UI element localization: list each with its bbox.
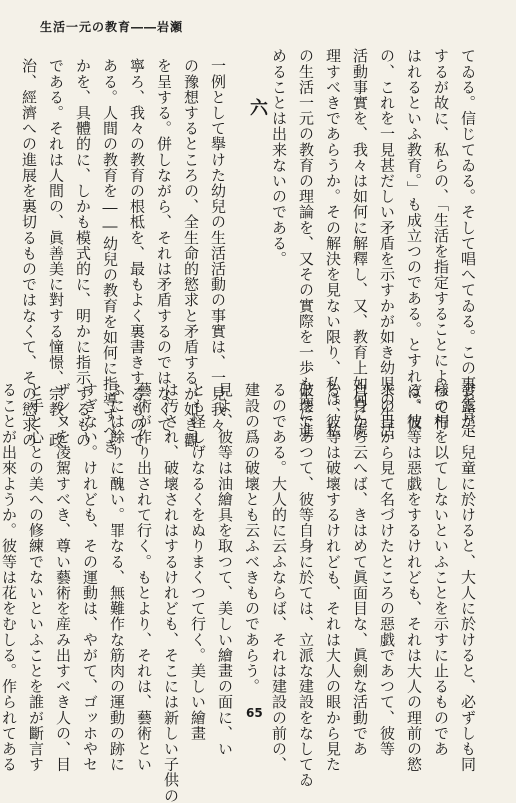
- text-column: はれるといふ教育。」も成立つのである。とすれば、彼: [405, 48, 423, 431]
- text-column: ることが出來ようか。彼等は花をむしる。作られてある: [0, 382, 18, 772]
- page-number: 65: [246, 706, 263, 720]
- text-column: 理すべきであらうか。その解決を見ない限り、私は、私: [324, 48, 342, 438]
- text-column: 自身から云へば、きはめて眞面目な、眞劍な活動であ: [351, 382, 369, 757]
- text-column: 見よ、彼等は油繪具を取つて、美しい繪畫の面に、い: [216, 382, 234, 757]
- text-column: の生活一元の教育の理論を、又その實際を一歩も先に進: [297, 48, 315, 438]
- text-column: 一例として擧けた幼兒の生活活動の事實は、一見我々: [209, 58, 227, 433]
- text-column: かを、具體的に、しかも模式的に、明かに指示するもの: [74, 58, 92, 448]
- text-column: てゐる。信じてゐる。そして唱へてゐる。この事を肯定: [459, 48, 477, 438]
- text-column: ザンヌを凌駕すべき、尊い藝術を産み出すべき人の、目: [54, 382, 72, 772]
- text-column: めることは出来ないのである。: [270, 48, 288, 267]
- text-column: を呈する。併しながら、それは矛盾するのではなくて、: [155, 58, 173, 448]
- text-column: 藝術が作り出されて行く。もとより、それは、藝術とい: [135, 382, 153, 772]
- text-column: とも怪しげなるくをぬりまくつて行く。美しい繪畫: [189, 382, 207, 741]
- text-column: る。彼等は破壞するけれども、それは大人の眼から見た: [324, 382, 342, 772]
- text-column: 破壞であつて、彼等自身に於ては、立派な建設をなしてゐ: [297, 382, 315, 788]
- text-column: は汚され、破壞されはするけれども、そこには新しい子供の: [162, 382, 180, 803]
- text-column: である。それは人間の、眞善美に對する憧憬、宗教、政: [47, 58, 65, 448]
- text-column: 建設の爲の破壞とも云ふべきものであらう。: [243, 382, 261, 694]
- text-column: る。彼等は惡戯をするけれども、それは大人の理前の慾: [405, 382, 423, 772]
- text-column: るのである。大人的に云ふならば、それは建設の前の、: [270, 382, 288, 772]
- text-column: と手と心との美への修練でないといふことを誰が斷言す: [27, 382, 45, 772]
- text-column: 發露が、兒童に於けると、大人に於けると、必ずしも同: [459, 382, 477, 772]
- text-column: 樣の相を以てしないといふことを示すに止るものであ: [432, 382, 450, 757]
- text-column: 治、經濟への進展を裏切るものではなくて、その慾求の: [20, 58, 38, 448]
- text-column: ふには餘りに醜い。罪なる、無難作な筋肉の運動の跡に: [108, 382, 126, 772]
- running-header: 生活一元の教育――岩瀬: [40, 20, 184, 34]
- text-column: 求の目から見て名づけたところの惡戯であつて、彼等: [378, 382, 396, 757]
- text-column: の、これを一見甚だしい矛盾を示すかが如き幼児の生活: [378, 48, 396, 438]
- section-number: 六: [247, 98, 268, 116]
- text-column: ある。人間の教育を――幼兒の教育を如何に指導すべき: [101, 58, 119, 454]
- text-column: 活動事實を、我々は如何に解釋し、又、教育上如何に處: [351, 48, 369, 438]
- text-column: の豫想するところの、全生命的慾求と矛盾するが如き觀: [182, 58, 200, 448]
- text-column: すぎない。けれども、その運動は、やがて、ゴッホやセ: [81, 382, 99, 772]
- text-column: 寧ろ、我々の教育の根柢を、最もよく裏書きするもので: [128, 58, 146, 448]
- text-column: するが故に、私らの、「生活を指定することによつて行: [432, 48, 450, 431]
